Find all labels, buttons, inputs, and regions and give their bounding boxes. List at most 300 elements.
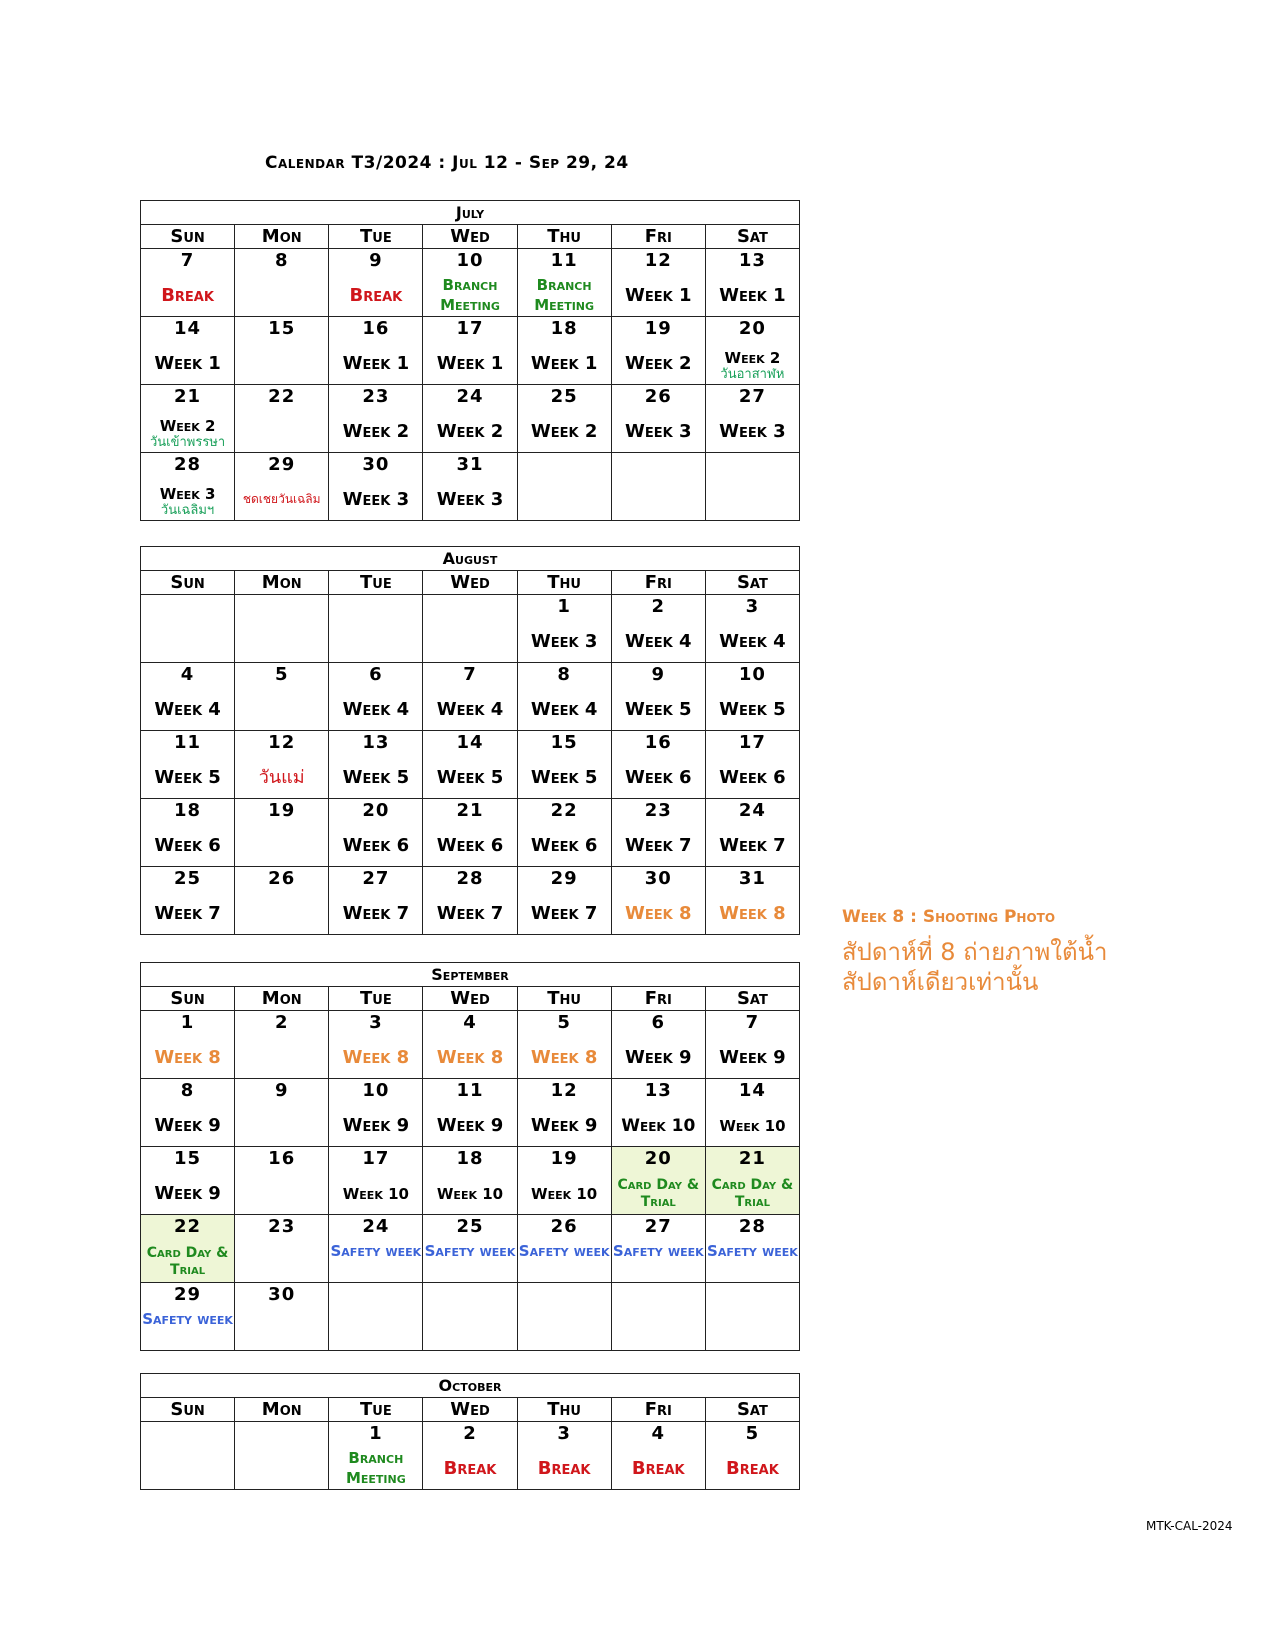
day-cell[interactable]: [141, 385, 235, 453]
day-number: 24: [362, 1216, 390, 1237]
day-cell[interactable]: [517, 867, 611, 935]
day-cell[interactable]: [141, 1079, 235, 1147]
day-cell-empty: [141, 595, 235, 663]
day-cell[interactable]: [611, 799, 705, 867]
day-label: Week 10: [621, 1116, 696, 1136]
day-number: 8: [557, 664, 571, 685]
day-number: 6: [651, 1012, 666, 1033]
day-label: Week 1: [625, 285, 692, 306]
day-number: 8: [180, 1080, 195, 1101]
day-cell[interactable]: [423, 1147, 517, 1215]
day-label: Week 4: [719, 631, 786, 652]
day-label: Safety week: [707, 1242, 798, 1260]
day-header-tue: Tue: [329, 987, 423, 1011]
september-calendar: [140, 962, 800, 1351]
day-cell[interactable]: [517, 385, 611, 453]
day-number: 16: [362, 318, 390, 339]
day-cell[interactable]: [423, 731, 517, 799]
day-cell[interactable]: [141, 1147, 235, 1215]
month-name-september: September: [141, 963, 800, 987]
day-label: Break: [443, 1458, 497, 1479]
day-header-sat: Sat: [705, 571, 799, 595]
day-cell[interactable]: [423, 1215, 517, 1283]
day-number: 13: [644, 1080, 672, 1101]
day-label: Break: [726, 1458, 779, 1479]
day-cell[interactable]: [705, 1215, 799, 1283]
day-cell[interactable]: [141, 1011, 235, 1079]
day-cell[interactable]: [705, 731, 799, 799]
day-number: 21: [738, 1148, 766, 1169]
day-cell[interactable]: [423, 663, 517, 731]
day-number: 15: [268, 318, 296, 339]
day-header-thu: Thu: [517, 987, 611, 1011]
day-label: Week 8: [154, 1047, 221, 1068]
day-label: Week 2: [342, 421, 410, 442]
day-cell[interactable]: [611, 385, 705, 453]
day-cell[interactable]: [141, 1283, 235, 1351]
day-number: 1: [557, 596, 571, 617]
day-number: 11: [550, 250, 578, 271]
day-cell[interactable]: [611, 595, 705, 663]
day-number: 15: [174, 1148, 202, 1169]
day-header-tue: Tue: [329, 225, 423, 249]
day-label: Week 5: [436, 767, 504, 788]
day-number: 3: [369, 1012, 383, 1033]
day-header-wed: Wed: [423, 1398, 517, 1422]
day-header-thu: Thu: [517, 1398, 611, 1422]
day-cell[interactable]: [423, 317, 517, 385]
day-cell[interactable]: [235, 1147, 329, 1215]
day-cell[interactable]: [705, 595, 799, 663]
day-number: 24: [738, 800, 766, 821]
calendar-title: Calendar T3/2024 : Jul 12 - Sep 29, 24: [265, 153, 629, 173]
day-number: 1: [180, 1012, 195, 1033]
day-label: Week 7: [436, 903, 504, 924]
day-cell[interactable]: [705, 663, 799, 731]
day-label: Week 10: [719, 1117, 786, 1135]
day-header-mon: Mon: [235, 1398, 329, 1422]
day-cell[interactable]: [329, 1422, 423, 1490]
day-number: 12: [644, 250, 672, 271]
day-cell[interactable]: [329, 867, 423, 935]
day-cell-empty: [423, 595, 517, 663]
day-cell[interactable]: [329, 663, 423, 731]
day-cell[interactable]: [423, 1079, 517, 1147]
day-number: 15: [550, 732, 578, 753]
day-label: Week 3: [342, 489, 410, 510]
day-cell[interactable]: [423, 867, 517, 935]
day-cell[interactable]: [235, 867, 329, 935]
day-cell-empty: [329, 595, 423, 663]
day-header-sat: Sat: [705, 225, 799, 249]
day-label: Week 8: [436, 1047, 504, 1068]
day-cell[interactable]: [611, 1422, 705, 1490]
day-number: 22: [268, 386, 296, 407]
day-cell[interactable]: [611, 1079, 705, 1147]
day-cell[interactable]: [611, 663, 705, 731]
day-header-sat: Sat: [705, 987, 799, 1011]
day-label: Week 4: [436, 699, 504, 720]
day-cell[interactable]: [329, 249, 423, 317]
day-label: Card Day & Trial: [146, 1245, 229, 1278]
day-cell[interactable]: [235, 731, 329, 799]
day-number: 9: [274, 1080, 289, 1101]
day-label: Week 2: [625, 353, 692, 374]
day-label: Week 2: [436, 421, 504, 442]
day-label: Week 4: [625, 631, 692, 652]
day-number: 20: [362, 800, 390, 821]
day-label: Week 6: [719, 767, 786, 788]
day-number: 25: [174, 868, 202, 889]
day-number: 25: [550, 386, 578, 407]
day-header-wed: Wed: [423, 225, 517, 249]
day-label: Week 5: [342, 767, 410, 788]
day-label: Week 10: [531, 1185, 598, 1203]
day-cell[interactable]: [705, 799, 799, 867]
day-number: 18: [456, 1148, 484, 1169]
day-number: 10: [456, 250, 484, 271]
holiday-label: วันแม่: [258, 767, 305, 788]
day-number: 24: [456, 386, 484, 407]
day-cell[interactable]: [611, 1215, 705, 1283]
day-label: Week 9: [436, 1115, 504, 1136]
day-header-wed: Wed: [423, 571, 517, 595]
day-number: 2: [463, 1423, 477, 1444]
day-label: Week 9: [154, 1183, 221, 1204]
day-cell[interactable]: [235, 1011, 329, 1079]
day-number: 18: [174, 800, 202, 821]
day-number: 16: [644, 732, 672, 753]
day-label: Week 6: [154, 835, 221, 856]
day-cell[interactable]: [611, 867, 705, 935]
day-number: 7: [463, 664, 477, 685]
day-label: Branch Meeting: [440, 276, 500, 314]
day-header-thu: Thu: [517, 225, 611, 249]
day-number: 2: [651, 596, 666, 617]
day-header-tue: Tue: [329, 1398, 423, 1422]
day-cell[interactable]: [705, 249, 799, 317]
day-cell[interactable]: [329, 799, 423, 867]
day-label: Week 5: [530, 767, 598, 788]
day-cell[interactable]: [423, 249, 517, 317]
day-cell[interactable]: [517, 249, 611, 317]
day-number: 29: [174, 1284, 202, 1305]
day-number: 26: [550, 1216, 578, 1237]
day-label: Week 9: [530, 1115, 598, 1136]
day-number: 13: [738, 250, 766, 271]
day-number: 6: [369, 664, 383, 685]
day-cell[interactable]: [611, 1011, 705, 1079]
day-cell[interactable]: [423, 453, 517, 521]
day-cell[interactable]: [517, 663, 611, 731]
day-cell[interactable]: [235, 1079, 329, 1147]
day-cell[interactable]: [141, 1215, 235, 1283]
day-number: 12: [550, 1080, 578, 1101]
day-cell[interactable]: [517, 1422, 611, 1490]
july-calendar: [140, 200, 800, 521]
day-label: Week 2: [159, 417, 216, 435]
day-number: 9: [651, 664, 666, 685]
day-number: 31: [456, 454, 484, 475]
day-header-tue: Tue: [329, 571, 423, 595]
day-label: Week 3: [719, 421, 786, 442]
day-label: Week 1: [342, 353, 410, 374]
day-number: 5: [745, 1423, 760, 1444]
day-label: Branch Meeting: [534, 276, 595, 314]
side-note-title: Week 8 : Shooting Photo: [842, 907, 1056, 927]
day-label: Week 5: [625, 699, 692, 720]
day-number: 4: [463, 1012, 477, 1033]
day-cell-empty: [611, 453, 705, 521]
day-number: 19: [550, 1148, 578, 1169]
day-header-sun: Sun: [141, 571, 235, 595]
day-label: Week 9: [625, 1047, 692, 1068]
day-number: 18: [550, 318, 578, 339]
day-cell[interactable]: [517, 1011, 611, 1079]
day-label: Week 9: [154, 1115, 221, 1136]
day-number: 30: [362, 454, 390, 475]
day-label: Week 3: [159, 485, 216, 503]
day-cell-empty: [235, 595, 329, 663]
day-number: 27: [362, 868, 390, 889]
day-cell[interactable]: [517, 1147, 611, 1215]
day-number: 13: [362, 732, 390, 753]
day-label: Week 1: [436, 353, 504, 374]
day-number: 21: [174, 386, 202, 407]
day-label: Week 6: [436, 835, 504, 856]
day-number: 23: [268, 1216, 296, 1237]
day-cell[interactable]: [329, 731, 423, 799]
day-number: 11: [174, 732, 202, 753]
day-cell[interactable]: [235, 663, 329, 731]
day-cell[interactable]: [235, 317, 329, 385]
day-cell[interactable]: [611, 249, 705, 317]
day-cell[interactable]: [517, 317, 611, 385]
day-number: 5: [274, 664, 289, 685]
day-label: Card Day & Trial: [617, 1177, 700, 1210]
day-cell[interactable]: [141, 249, 235, 317]
day-cell[interactable]: [423, 385, 517, 453]
day-cell[interactable]: [329, 1011, 423, 1079]
day-number: 19: [268, 800, 296, 821]
day-number: 29: [550, 868, 578, 889]
day-number: 28: [174, 454, 202, 475]
day-cell[interactable]: [611, 1147, 705, 1215]
day-label: Week 4: [154, 699, 221, 720]
day-number: 30: [268, 1284, 296, 1305]
day-cell[interactable]: [141, 453, 235, 521]
day-number: 17: [738, 732, 766, 753]
document-code: MTK-CAL-2024: [1146, 1519, 1233, 1533]
day-number: 10: [738, 664, 766, 685]
day-header-thu: Thu: [517, 571, 611, 595]
day-number: 26: [268, 868, 296, 889]
day-cell[interactable]: [141, 663, 235, 731]
day-number: 22: [550, 800, 578, 821]
day-number: 7: [180, 250, 195, 271]
day-cell[interactable]: [329, 1147, 423, 1215]
day-label: Week 9: [342, 1115, 410, 1136]
day-number: 7: [745, 1012, 760, 1033]
day-label: Week 8: [342, 1047, 410, 1068]
day-cell[interactable]: [141, 799, 235, 867]
day-cell[interactable]: [141, 317, 235, 385]
day-label: Week 5: [719, 699, 786, 720]
day-cell[interactable]: [329, 317, 423, 385]
day-number: 12: [268, 732, 296, 753]
day-label: Week 8: [530, 1047, 598, 1068]
day-header-fri: Fri: [611, 1398, 705, 1422]
day-number: 20: [644, 1148, 672, 1169]
day-cell[interactable]: [705, 1011, 799, 1079]
day-cell-empty: [235, 1422, 329, 1490]
day-label: Safety week: [142, 1310, 233, 1328]
day-label: Week 7: [342, 903, 410, 924]
day-header-mon: Mon: [235, 987, 329, 1011]
day-number: 23: [644, 800, 672, 821]
day-cell[interactable]: [705, 317, 799, 385]
day-label: Week 5: [154, 767, 221, 788]
day-cell-empty: [517, 1283, 611, 1351]
month-name-october: October: [141, 1374, 800, 1398]
day-label: Break: [631, 1458, 685, 1479]
day-label: Branch Meeting: [345, 1449, 406, 1487]
day-cell[interactable]: [517, 595, 611, 663]
day-number: 29: [268, 454, 296, 475]
day-label: Week 10: [342, 1185, 409, 1203]
day-cell[interactable]: [517, 1215, 611, 1283]
day-number: 4: [651, 1423, 666, 1444]
day-cell[interactable]: [329, 385, 423, 453]
day-number: 17: [362, 1148, 390, 1169]
october-calendar: [140, 1373, 800, 1490]
day-number: 16: [268, 1148, 296, 1169]
day-header-fri: Fri: [611, 987, 705, 1011]
day-label: Week 6: [530, 835, 598, 856]
day-cell[interactable]: [705, 867, 799, 935]
day-header-sat: Sat: [705, 1398, 799, 1422]
side-note-thai: สัปดาห์ที่ 8 ถ่ายภาพใต้น้ำ สัปดาห์เดียวเท่านั้น: [842, 938, 1108, 996]
day-label: Safety week: [518, 1242, 610, 1260]
day-header-fri: Fri: [611, 225, 705, 249]
day-cell[interactable]: [235, 249, 329, 317]
day-cell[interactable]: [705, 1147, 799, 1215]
holiday-label: วันอาสาฬห: [720, 367, 785, 382]
day-cell[interactable]: [141, 731, 235, 799]
day-header-mon: Mon: [235, 571, 329, 595]
day-cell-empty: [517, 453, 611, 521]
day-cell-empty: [705, 453, 799, 521]
day-cell[interactable]: [235, 453, 329, 521]
day-cell-empty: [141, 1422, 235, 1490]
day-label: Week 10: [436, 1185, 504, 1203]
day-number: 21: [456, 800, 484, 821]
day-number: 5: [557, 1012, 571, 1033]
day-label: Week 4: [530, 699, 598, 720]
day-cell[interactable]: [423, 1422, 517, 1490]
day-number: 27: [644, 1216, 672, 1237]
day-cell[interactable]: [235, 799, 329, 867]
day-number: 28: [456, 868, 484, 889]
day-label: Week 7: [154, 903, 221, 924]
day-cell[interactable]: [705, 1079, 799, 1147]
day-label: Week 8: [625, 903, 692, 924]
day-header-fri: Fri: [611, 571, 705, 595]
day-cell[interactable]: [141, 867, 235, 935]
day-cell[interactable]: [423, 1011, 517, 1079]
day-cell[interactable]: [517, 731, 611, 799]
day-number: 9: [369, 250, 383, 271]
day-number: 3: [745, 596, 760, 617]
day-number: 14: [456, 732, 484, 753]
day-cell[interactable]: [235, 1283, 329, 1351]
day-cell[interactable]: [235, 385, 329, 453]
day-number: 25: [456, 1216, 484, 1237]
day-number: 26: [644, 386, 672, 407]
day-number: 20: [738, 318, 766, 339]
day-number: 3: [557, 1423, 571, 1444]
day-cell[interactable]: [329, 1215, 423, 1283]
day-label: Break: [161, 285, 214, 306]
day-number: 14: [174, 318, 202, 339]
day-label: Week 1: [154, 353, 221, 374]
day-label: Break: [537, 1458, 591, 1479]
day-number: 27: [738, 386, 766, 407]
holiday-label: วันเฉลิมฯ: [160, 503, 215, 518]
holiday-label: วันเข้าพรรษา: [149, 435, 226, 450]
day-cell[interactable]: [611, 317, 705, 385]
day-number: 8: [274, 250, 289, 271]
day-header-sun: Sun: [141, 987, 235, 1011]
day-number: 11: [456, 1080, 484, 1101]
day-cell[interactable]: [235, 1215, 329, 1283]
day-label: Week 3: [530, 631, 598, 652]
day-number: 22: [174, 1216, 202, 1237]
day-header-wed: Wed: [423, 987, 517, 1011]
day-number: 2: [274, 1012, 289, 1033]
day-number: 17: [456, 318, 484, 339]
day-number: 10: [362, 1080, 390, 1101]
day-number: 30: [644, 868, 672, 889]
day-cell[interactable]: [705, 1422, 799, 1490]
month-name-august: August: [141, 547, 800, 571]
day-label: Week 6: [342, 835, 410, 856]
day-number: 31: [738, 868, 766, 889]
day-number: 1: [369, 1423, 383, 1444]
day-cell[interactable]: [423, 799, 517, 867]
day-cell[interactable]: [705, 385, 799, 453]
day-label: Week 2: [530, 421, 598, 442]
day-cell-empty: [611, 1283, 705, 1351]
day-cell[interactable]: [517, 1079, 611, 1147]
august-calendar: [140, 546, 800, 935]
day-label: Week 3: [436, 489, 504, 510]
day-cell[interactable]: [611, 731, 705, 799]
day-label: Safety week: [330, 1242, 422, 1260]
day-cell[interactable]: [329, 453, 423, 521]
day-cell[interactable]: [329, 1079, 423, 1147]
day-cell-empty: [423, 1283, 517, 1351]
day-header-sun: Sun: [141, 225, 235, 249]
day-label: Week 7: [625, 835, 692, 856]
day-label: Week 1: [719, 285, 786, 306]
day-label: Week 7: [530, 903, 598, 924]
day-number: 4: [180, 664, 195, 685]
day-header-sun: Sun: [141, 1398, 235, 1422]
day-cell[interactable]: [517, 799, 611, 867]
day-label: Week 1: [530, 353, 598, 374]
day-label: Week 6: [625, 767, 692, 788]
